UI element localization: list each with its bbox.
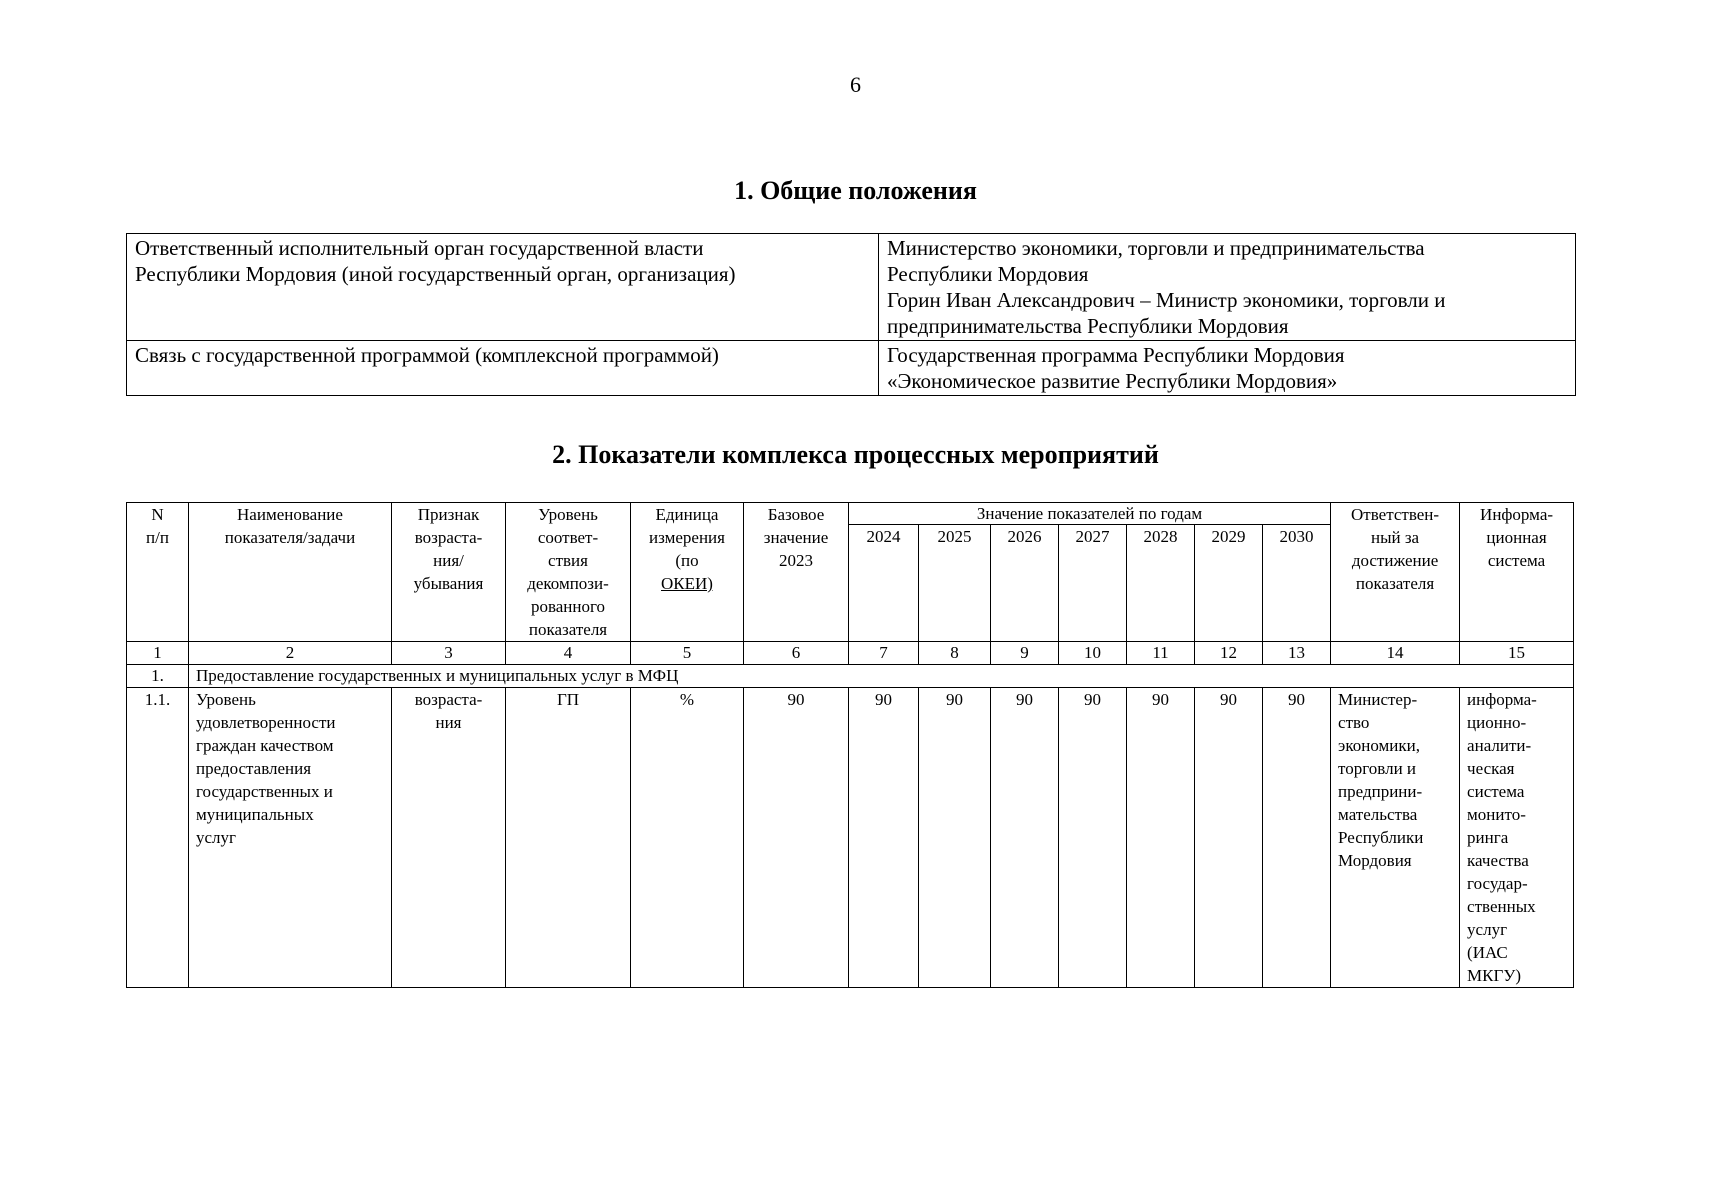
column-number: 1 bbox=[127, 642, 189, 665]
column-number: 3 bbox=[392, 642, 506, 665]
header-years-group: Значение показателей по годам bbox=[849, 503, 1331, 525]
row-num: 1.1. bbox=[127, 688, 189, 988]
indicator-responsible: Министер- ство экономики, торговли и предприни- мательства Республики Мордовия bbox=[1331, 688, 1460, 988]
value-2027: 90 bbox=[1059, 688, 1127, 988]
column-number: 8 bbox=[919, 642, 991, 665]
value-2030: 90 bbox=[1263, 688, 1331, 988]
column-number: 12 bbox=[1195, 642, 1263, 665]
program-link-label: Связь с государственной программой (комплексной программой) bbox=[127, 341, 879, 396]
column-number: 4 bbox=[506, 642, 631, 665]
header-sign: Признак возраста- ния/ убывания bbox=[392, 503, 506, 642]
header-num: N п/п bbox=[127, 503, 189, 642]
header-year-2030: 2030 bbox=[1263, 525, 1331, 642]
header-base: Базовое значение 2023 bbox=[744, 503, 849, 642]
header-responsible: Ответствен- ный за достижение показателя bbox=[1331, 503, 1460, 642]
header-name: Наименование показателя/задачи bbox=[189, 503, 392, 642]
value-2024: 90 bbox=[849, 688, 919, 988]
indicator-name: Уровень удовлетворенности граждан качеством предоставления государственных и муниципальных услуг bbox=[189, 688, 392, 988]
header-year-2024: 2024 bbox=[849, 525, 919, 642]
column-number: 14 bbox=[1331, 642, 1460, 665]
responsible-body-value: Министерство экономики, торговли и предпринимательства Республики Мордовия Горин Иван Александрович – Министр экономики, торговли и предпринимательства Республики Мордовия bbox=[879, 234, 1576, 341]
column-number: 11 bbox=[1127, 642, 1195, 665]
column-number: 6 bbox=[744, 642, 849, 665]
section-row-title: Предоставление государственных и муниципальных услуг в МФЦ bbox=[189, 665, 1574, 688]
column-number: 2 bbox=[189, 642, 392, 665]
column-number: 10 bbox=[1059, 642, 1127, 665]
table-row bbox=[127, 688, 1574, 988]
column-number: 5 bbox=[631, 642, 744, 665]
column-number: 13 bbox=[1263, 642, 1331, 665]
section-title-general: 1. Общие положения bbox=[734, 176, 977, 205]
page-number: 6 bbox=[850, 72, 861, 97]
value-2026: 90 bbox=[991, 688, 1059, 988]
indicator-level: ГП bbox=[506, 688, 631, 988]
header-year-2029: 2029 bbox=[1195, 525, 1263, 642]
header-row bbox=[127, 503, 1574, 525]
indicator-sign: возраста- ния bbox=[392, 688, 506, 988]
table-row bbox=[127, 341, 1576, 396]
section-row-num: 1. bbox=[127, 665, 189, 688]
section-row bbox=[127, 665, 1574, 688]
indicator-info-system: информа- ционно- аналити- ческая система монито- ринга качества государ- ственных услуг (ИАС МКГУ) bbox=[1460, 688, 1574, 988]
value-2028: 90 bbox=[1127, 688, 1195, 988]
header-level: Уровень соответ- ствия декомпози- рованного показателя bbox=[506, 503, 631, 642]
general-provisions-table bbox=[126, 233, 1576, 396]
header-year-2026: 2026 bbox=[991, 525, 1059, 642]
header-year-2025: 2025 bbox=[919, 525, 991, 642]
header-info-system: Информа- ционная система bbox=[1460, 503, 1574, 642]
header-unit: Единица измерения (по ОКЕИ) bbox=[631, 503, 744, 642]
column-number: 7 bbox=[849, 642, 919, 665]
header-year-2027: 2027 bbox=[1059, 525, 1127, 642]
value-2029: 90 bbox=[1195, 688, 1263, 988]
column-number: 9 bbox=[991, 642, 1059, 665]
header-year-2028: 2028 bbox=[1127, 525, 1195, 642]
column-number: 15 bbox=[1460, 642, 1574, 665]
column-number-row bbox=[127, 642, 1574, 665]
value-2025: 90 bbox=[919, 688, 991, 988]
responsible-body-label: Ответственный исполнительный орган государственной власти Республики Мордовия (иной государственный орган, организация) bbox=[127, 234, 879, 341]
section-title-indicators: 2. Показатели комплекса процессных мероприятий bbox=[552, 440, 1159, 469]
table-row bbox=[127, 234, 1576, 341]
indicator-unit: % bbox=[631, 688, 744, 988]
program-link-value: Государственная программа Республики Мордовия «Экономическое развитие Республики Мордовия» bbox=[879, 341, 1576, 396]
indicator-base: 90 bbox=[744, 688, 849, 988]
indicators-table bbox=[126, 502, 1574, 988]
